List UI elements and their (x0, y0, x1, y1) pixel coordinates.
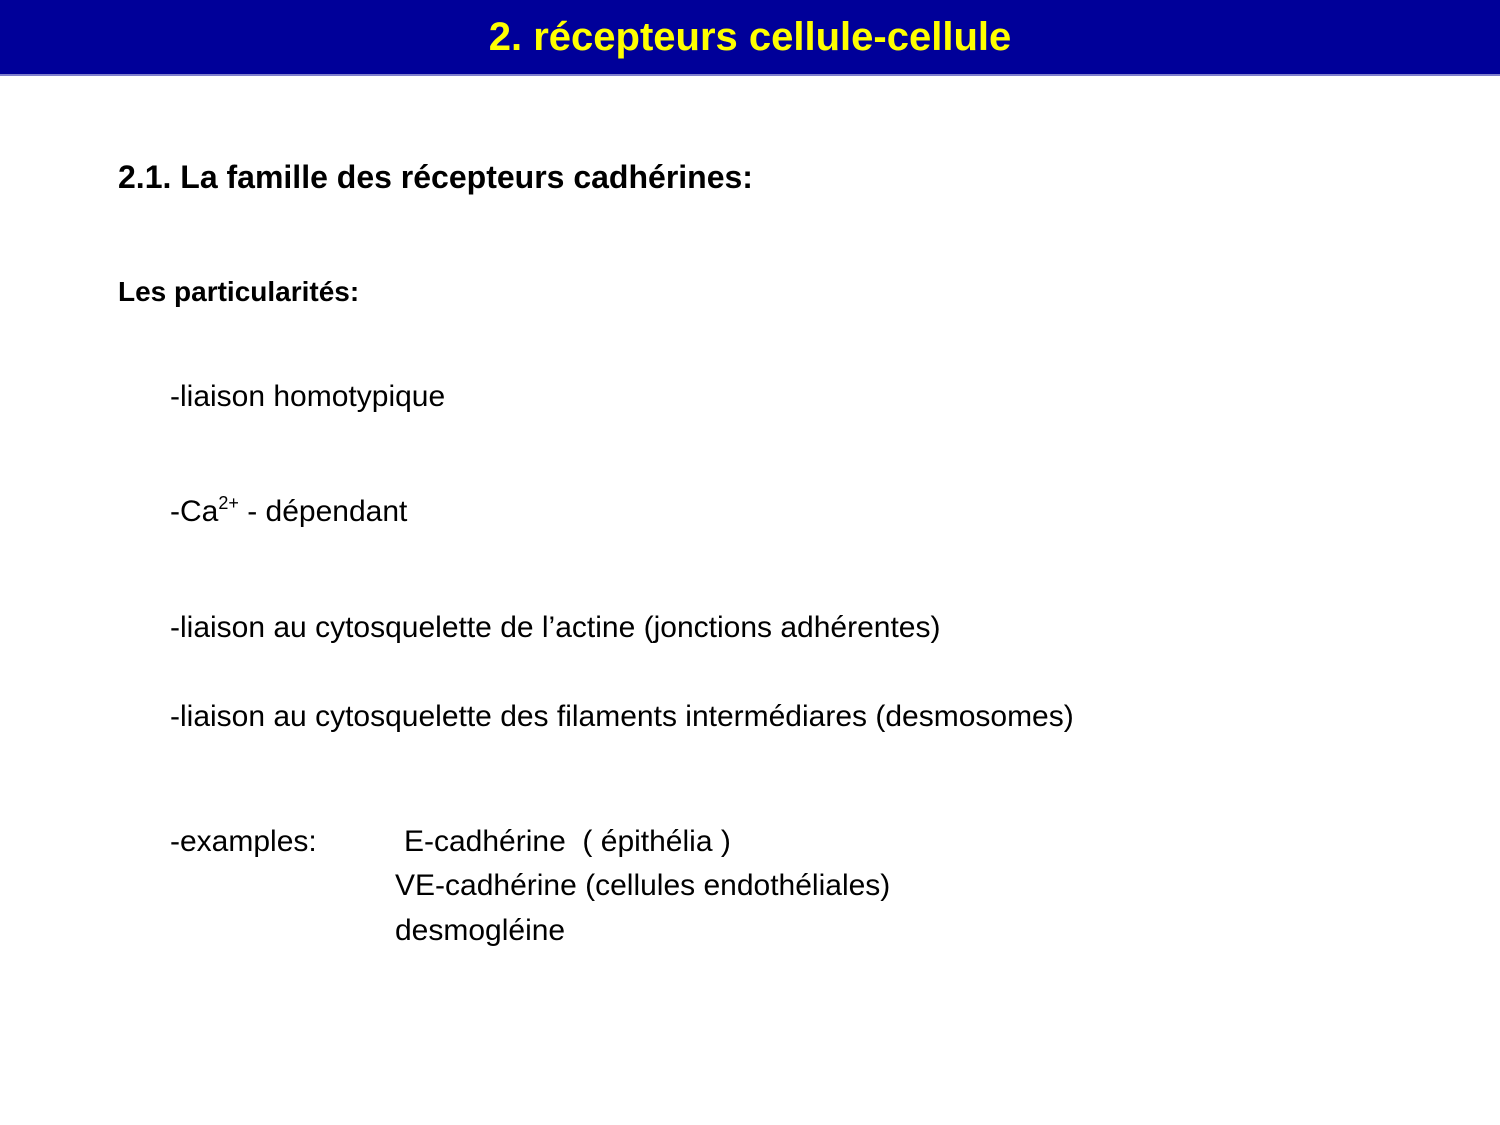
example-item: E-cadhérine ( épithélia ) (404, 825, 731, 858)
calcium-prefix: -Ca (170, 495, 219, 528)
list-item: -liaison homotypique (170, 380, 446, 413)
calcium-suffix: - dépendant (238, 495, 408, 528)
list-item-calcium (170, 492, 407, 535)
section-heading: 2.1. La famille des récepteurs cadhérines: (118, 159, 753, 195)
title-bar (0, 0, 1500, 76)
list-item: -liaison au cytosquelette des filaments intermédiares (desmosomes) (170, 700, 1074, 733)
example-item: desmogléine (395, 914, 566, 947)
slide-title: 2. récepteurs cellule-cellule (488, 15, 1012, 59)
list-item: -liaison au cytosquelette de l’actine (jonctions adhérentes) (170, 611, 941, 644)
subheading: Les particularités: (118, 276, 360, 307)
examples-label: -examples: (170, 825, 317, 858)
calcium-charge: 2+ (218, 493, 239, 513)
example-item: VE-cadhérine (cellules endothéliales) (395, 869, 891, 902)
